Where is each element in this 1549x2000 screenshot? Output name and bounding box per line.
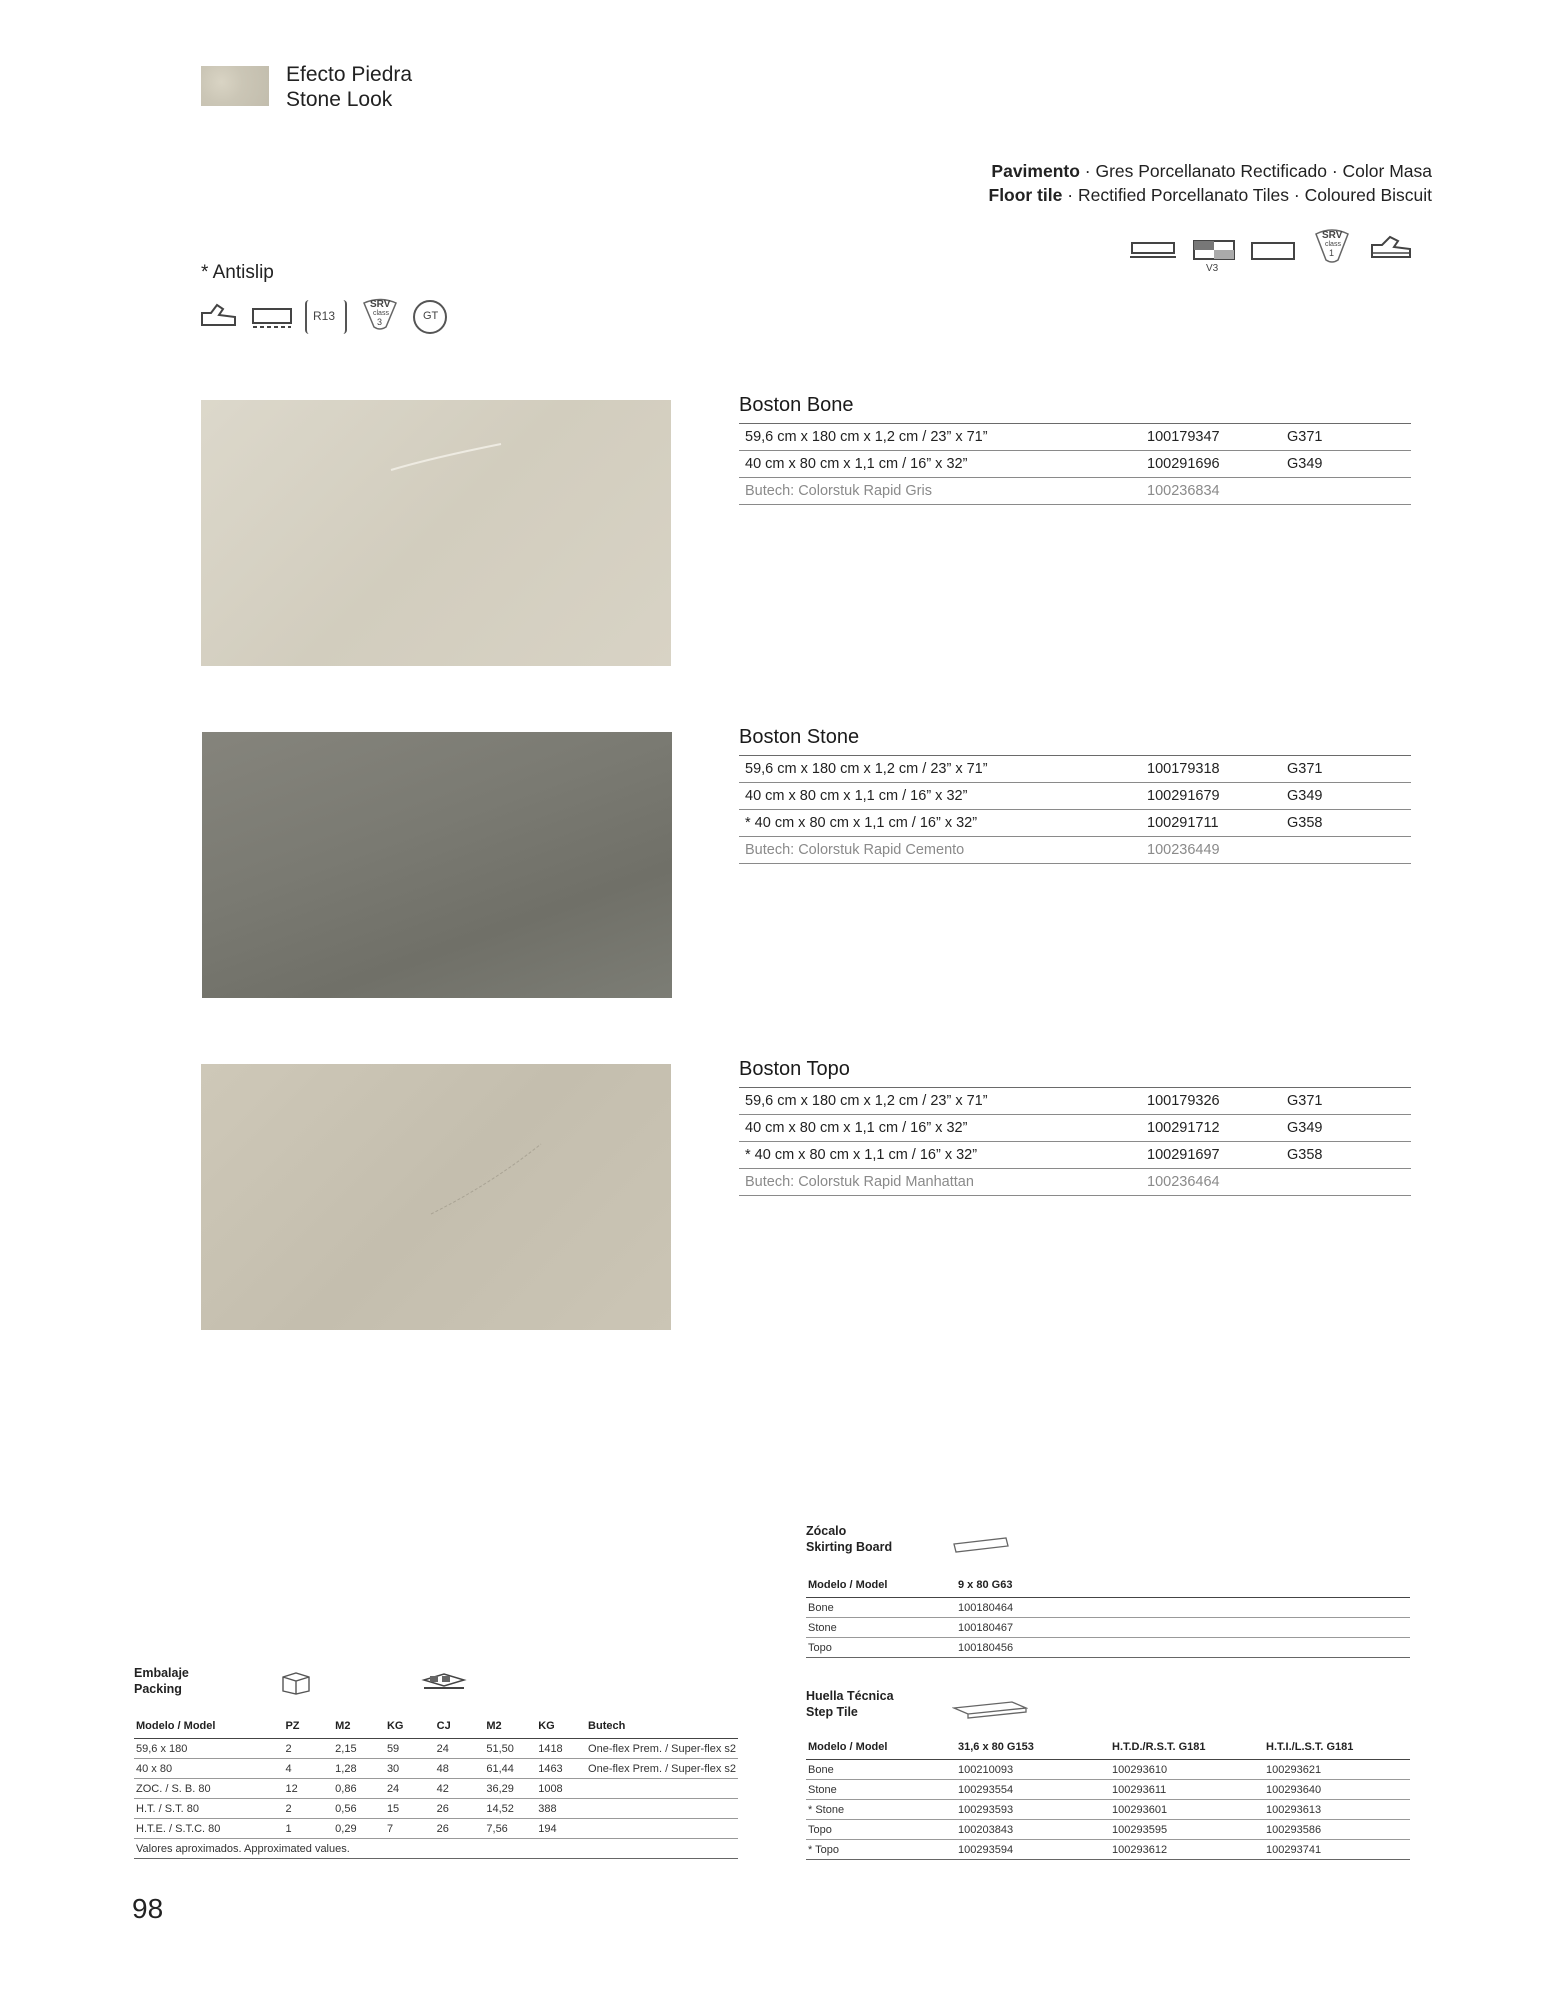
butech-cell: Butech: Colorstuk Rapid Manhattan (739, 1169, 1141, 1196)
butech-row (739, 1169, 1411, 1196)
barefoot-icon (199, 299, 239, 334)
table-row (739, 783, 1411, 810)
butech-code-cell: 100236449 (1141, 837, 1281, 864)
cell: 12 (283, 1779, 333, 1799)
cell: One-flex Prem. / Super-flex s2 (586, 1759, 738, 1779)
code-cell: 100291679 (1141, 783, 1281, 810)
cell: 100180456 (956, 1638, 1410, 1658)
table-header-row (806, 1573, 1410, 1598)
skirting-table (806, 1573, 1410, 1658)
cell: 0,56 (333, 1799, 385, 1819)
srv3-label: SRV (370, 299, 391, 310)
butech-row (739, 837, 1411, 864)
table-header-row (134, 1714, 738, 1739)
col-kg-box: KG (536, 1714, 586, 1739)
cell: 59,6 x 180 (134, 1739, 283, 1759)
spec-description (989, 159, 1433, 207)
table-row (134, 1799, 738, 1819)
table-row (806, 1618, 1410, 1638)
col-step: 31,6 x 80 G153 (956, 1735, 1110, 1760)
packing-table (134, 1714, 738, 1859)
cell: 100293611 (1110, 1780, 1264, 1800)
cell: 100180467 (956, 1618, 1410, 1638)
cell: H.T. / S.T. 80 (134, 1799, 283, 1819)
srv1-label: SRV (1322, 230, 1343, 241)
cell: 36,29 (484, 1779, 536, 1799)
col-right-step: H.T.D./R.S.T. G181 (1110, 1735, 1264, 1760)
rectified-icon (1250, 239, 1296, 268)
table-row (134, 1759, 738, 1779)
table-row (806, 1840, 1410, 1860)
cell: 100203843 (956, 1820, 1110, 1840)
product-boston-bone (739, 394, 1411, 505)
cell: Stone (806, 1618, 956, 1638)
col-model: Modelo / Model (806, 1735, 956, 1760)
cell: 14,52 (484, 1799, 536, 1819)
cell: 24 (435, 1739, 485, 1759)
cell (586, 1779, 738, 1799)
shade-variation-icon (1192, 239, 1236, 274)
group-cell: G358 (1281, 1142, 1411, 1169)
size-cell: 59,6 cm x 180 cm x 1,2 cm / 23” x 71” (739, 424, 1141, 451)
table-row (739, 1088, 1411, 1115)
product-boston-stone (739, 726, 1411, 864)
cell: Stone (806, 1780, 956, 1800)
srv1-num: 1 (1329, 248, 1335, 258)
group-cell: G371 (1281, 756, 1411, 783)
table-row (806, 1760, 1410, 1780)
cell: 100210093 (956, 1760, 1110, 1780)
table-row (806, 1638, 1410, 1658)
cell: 61,44 (484, 1759, 536, 1779)
empty-cell (1281, 478, 1411, 505)
cell: Bone (806, 1598, 956, 1618)
cell: * Stone (806, 1800, 956, 1820)
group-cell: G371 (1281, 1088, 1411, 1115)
product-name: Boston Topo (739, 1058, 850, 1080)
cell: 40 x 80 (134, 1759, 283, 1779)
table-row (806, 1598, 1410, 1618)
cell: One-flex Prem. / Super-flex s2 (586, 1739, 738, 1759)
cell: 100293601 (1110, 1800, 1264, 1820)
gt-label: GT (423, 310, 439, 322)
srv3-num: 3 (377, 317, 383, 327)
table-row (739, 424, 1411, 451)
cell: 4 (283, 1759, 333, 1779)
section-title (286, 62, 412, 112)
cell: 100293640 (1264, 1780, 1410, 1800)
spec-line2-rest: · Rectified Porcellanato Tiles · Coloured Biscuit (1062, 185, 1432, 205)
cell: 100293586 (1264, 1820, 1410, 1840)
cell: 30 (385, 1759, 435, 1779)
cell: 42 (435, 1779, 485, 1799)
cell: 1418 (536, 1739, 586, 1759)
product-table (739, 1087, 1411, 1196)
cell: 194 (536, 1819, 586, 1839)
size-cell: 40 cm x 80 cm x 1,1 cm / 16” x 32” (739, 783, 1141, 810)
cell: 100293621 (1264, 1760, 1410, 1780)
outdoor-floor-icon (251, 299, 293, 334)
skirting-board-icon (952, 1536, 1010, 1559)
approx-values-note: Valores aproximados. Approximated values. (134, 1839, 738, 1859)
srv-class-1-icon (1310, 224, 1354, 268)
box-icon (280, 1670, 312, 1701)
code-cell: 100179347 (1141, 424, 1281, 451)
size-cell: * 40 cm x 80 cm x 1,1 cm / 16” x 32” (739, 810, 1141, 837)
butech-cell: Butech: Colorstuk Rapid Gris (739, 478, 1141, 505)
code-cell: 100179326 (1141, 1088, 1281, 1115)
cell: 100293593 (956, 1800, 1110, 1820)
srv1-class: class (1325, 241, 1341, 248)
spec-line2-bold: Floor tile (988, 185, 1063, 205)
col-size: 9 x 80 G63 (956, 1573, 1410, 1598)
cell: 100293554 (956, 1780, 1110, 1800)
col-left-step: H.T.I./L.S.T. G181 (1264, 1735, 1410, 1760)
step-tile-table (806, 1735, 1410, 1860)
table-row (806, 1780, 1410, 1800)
gt-icon (413, 300, 447, 334)
cell: 0,86 (333, 1779, 385, 1799)
skirting-label-es: Zócalo (806, 1524, 847, 1538)
cell: 100293741 (1264, 1840, 1410, 1860)
butech-row (739, 478, 1411, 505)
size-cell: 40 cm x 80 cm x 1,1 cm / 16” x 32” (739, 451, 1141, 478)
cell: 100293594 (956, 1840, 1110, 1860)
section-title-en: Stone Look (286, 88, 393, 111)
cell: Topo (806, 1638, 956, 1658)
srv3-class: class (373, 310, 389, 317)
col-m2-box: M2 (484, 1714, 536, 1739)
spec-line1-bold: Pavimento (991, 161, 1080, 181)
r13-icon (305, 300, 347, 334)
tile-image-boston-stone (202, 732, 672, 998)
cell (586, 1819, 738, 1839)
tile-image-boston-bone (201, 400, 671, 666)
product-name: Boston Stone (739, 726, 860, 748)
product-table (739, 423, 1411, 505)
antislip-icons (199, 294, 447, 334)
cell: 2 (283, 1739, 333, 1759)
cell: 59 (385, 1739, 435, 1759)
cell: 26 (435, 1819, 485, 1839)
size-cell: 59,6 cm x 180 cm x 1,2 cm / 23” x 71” (739, 756, 1141, 783)
page-number: 98 (132, 1893, 164, 1924)
cell: 1008 (536, 1779, 586, 1799)
size-cell: * 40 cm x 80 cm x 1,1 cm / 16” x 32” (739, 1142, 1141, 1169)
antislip-title: * Antislip (201, 262, 274, 283)
cell: 388 (536, 1799, 586, 1819)
code-cell: 100291711 (1141, 810, 1281, 837)
table-row (739, 756, 1411, 783)
step-label-es: Huella Técnica (806, 1689, 894, 1703)
cell: 7,56 (484, 1819, 536, 1839)
cell: Topo (806, 1820, 956, 1840)
col-cj: CJ (435, 1714, 485, 1739)
col-kg: KG (385, 1714, 435, 1739)
shoe-icon (1368, 231, 1414, 268)
size-cell: 59,6 cm x 180 cm x 1,2 cm / 23” x 71” (739, 1088, 1141, 1115)
code-cell: 100291697 (1141, 1142, 1281, 1169)
code-cell: 100291696 (1141, 451, 1281, 478)
floor-tile-icon (1128, 233, 1178, 268)
r13-label: R13 (313, 309, 336, 323)
note-row (134, 1839, 738, 1859)
cell: 1 (283, 1819, 333, 1839)
cell: 48 (435, 1759, 485, 1779)
cell: 24 (385, 1779, 435, 1799)
table-row (739, 1115, 1411, 1142)
cell: ZOC. / S. B. 80 (134, 1779, 283, 1799)
col-pz: PZ (283, 1714, 333, 1739)
table-row (806, 1820, 1410, 1840)
cell: 26 (435, 1799, 485, 1819)
cell: Bone (806, 1760, 956, 1780)
stone-look-swatch (201, 66, 269, 106)
cell: 100180464 (956, 1598, 1410, 1618)
butech-cell: Butech: Colorstuk Rapid Cemento (739, 837, 1141, 864)
cell (586, 1799, 738, 1819)
group-cell: G349 (1281, 1115, 1411, 1142)
group-cell: G371 (1281, 424, 1411, 451)
cell: 2 (283, 1799, 333, 1819)
table-row (134, 1819, 738, 1839)
product-table (739, 755, 1411, 864)
table-row (134, 1739, 738, 1759)
packing-label (134, 1665, 189, 1697)
col-butech: Butech (586, 1714, 738, 1739)
group-cell: G358 (1281, 810, 1411, 837)
butech-code-cell: 100236834 (1141, 478, 1281, 505)
spec-line1-rest: · Gres Porcellanato Rectificado · Color Masa (1079, 161, 1432, 181)
group-cell: G349 (1281, 783, 1411, 810)
cell: 0,29 (333, 1819, 385, 1839)
tile-image-boston-topo (201, 1064, 671, 1330)
cell: 1,28 (333, 1759, 385, 1779)
butech-code-cell: 100236464 (1141, 1169, 1281, 1196)
srv-class-3-icon (359, 294, 401, 334)
table-row (739, 810, 1411, 837)
table-header-row (806, 1735, 1410, 1760)
code-cell: 100179318 (1141, 756, 1281, 783)
cell: * Topo (806, 1840, 956, 1860)
cell: 51,50 (484, 1739, 536, 1759)
cell: 100293610 (1110, 1760, 1264, 1780)
packing-label-en: Packing (134, 1682, 182, 1696)
cell: 7 (385, 1819, 435, 1839)
cell: 15 (385, 1799, 435, 1819)
product-boston-topo (739, 1058, 1411, 1196)
empty-cell (1281, 1169, 1411, 1196)
col-model: Modelo / Model (806, 1573, 956, 1598)
step-tile-icon (952, 1700, 1028, 1725)
v3-label: V3 (1206, 263, 1219, 274)
cell: 100293595 (1110, 1820, 1264, 1840)
col-model: Modelo / Model (134, 1714, 283, 1739)
table-row (739, 1142, 1411, 1169)
empty-cell (1281, 837, 1411, 864)
section-title-es: Efecto Piedra (286, 63, 413, 86)
cell: 100293612 (1110, 1840, 1264, 1860)
step-label-en: Step Tile (806, 1705, 858, 1719)
code-cell: 100291712 (1141, 1115, 1281, 1142)
pallet-icon (420, 1668, 468, 1701)
cell: 2,15 (333, 1739, 385, 1759)
group-cell: G349 (1281, 451, 1411, 478)
skirting-label (806, 1523, 892, 1555)
step-tile-label (806, 1688, 894, 1720)
cell: 100293613 (1264, 1800, 1410, 1820)
cell: H.T.E. / S.T.C. 80 (134, 1819, 283, 1839)
skirting-label-en: Skirting Board (806, 1540, 893, 1554)
packing-label-es: Embalaje (134, 1666, 189, 1680)
product-name: Boston Bone (739, 394, 854, 416)
table-row (739, 451, 1411, 478)
col-m2: M2 (333, 1714, 385, 1739)
usage-icons (1128, 224, 1414, 274)
cell: 1463 (536, 1759, 586, 1779)
table-row (806, 1800, 1410, 1820)
size-cell: 40 cm x 80 cm x 1,1 cm / 16” x 32” (739, 1115, 1141, 1142)
table-row (134, 1779, 738, 1799)
